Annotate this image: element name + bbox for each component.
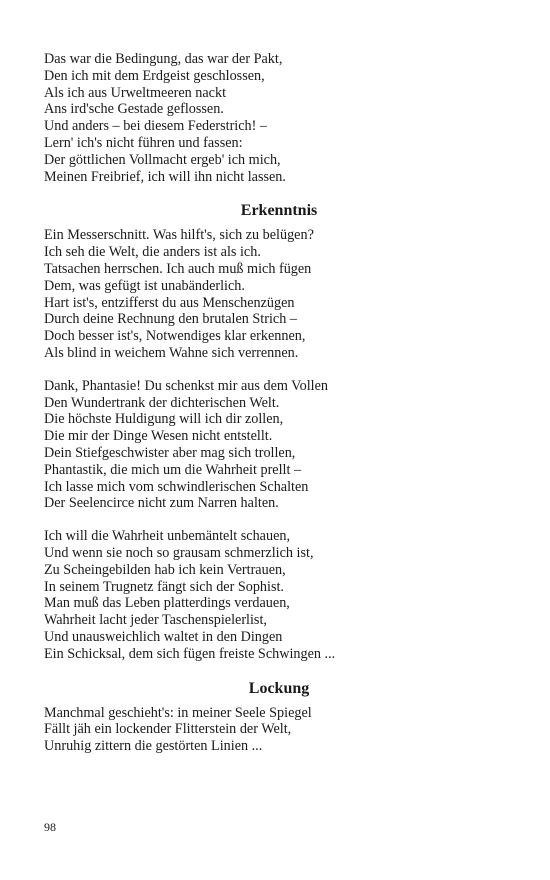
verse-line: Lern' ich's nicht führen und fassen:	[44, 134, 243, 151]
verse-line: Wahrheit lacht jeder Taschenspielerlist,	[44, 612, 267, 629]
verse-line: Ich seh die Welt, die anders ist als ich.	[44, 244, 261, 261]
verse-line: Man muß das Leben platterdings verdauen,	[44, 595, 290, 612]
verse-line: Tatsachen herrschen. Ich auch muß mich fügen	[44, 260, 312, 277]
verse-line: Ein Messerschnitt. Was hilft's, sich zu belügen?	[44, 227, 314, 244]
verse-line: Der Seelencirce nicht zum Narren halten.	[44, 495, 279, 512]
verse-line: Phantastik, die mich um die Wahrheit prellt –	[44, 461, 302, 478]
verse-line: Den Wundertrank der dichterischen Welt.	[44, 394, 280, 411]
stanza	[44, 528, 514, 662]
verse-line: Unruhig zittern die gestörten Linien ...	[44, 738, 263, 755]
verse-line: Ich will die Wahrheit unbemäntelt schauen,	[44, 528, 291, 545]
verse-line: Die mir der Dinge Wesen nicht entstellt.	[44, 428, 273, 445]
verse-line: Doch besser ist's, Notwendiges klar erkennen,	[44, 328, 306, 345]
verse-line: Ich lasse mich vom schwindlerischen Schalten	[44, 478, 309, 495]
verse-line: Hart ist's, entzifferst du aus Menschenzügen	[44, 294, 295, 311]
verse-line: Der göttlichen Vollmacht ergeb' ich mich,	[44, 151, 281, 168]
verse-line: Zu Scheingebilden hab ich kein Vertrauen,	[44, 561, 286, 578]
poem-title: Erkenntnis	[240, 202, 318, 220]
verse-line: Durch deine Rechnung den brutalen Strich –	[44, 311, 297, 328]
verse-line: Die höchste Huldigung will ich dir zollen,	[44, 411, 284, 428]
verse-line: Als ich aus Urweltmeeren nackt	[44, 84, 227, 101]
stanza	[44, 227, 514, 361]
verse-line: Fällt jäh ein lockender Flitterstein der Welt,	[44, 721, 292, 738]
verse-line: Ein Schicksal, dem sich fügen freiste Schwingen ...	[44, 645, 336, 662]
stanza	[44, 51, 514, 185]
verse-line: Und wenn sie noch so grausam schmerzlich ist,	[44, 544, 314, 561]
verse-line: Meinen Freibrief, ich will ihn nicht lassen.	[44, 168, 286, 185]
verse-line: Als blind in weichem Wahne sich verrennen.	[44, 344, 299, 361]
verse-line: Und anders – bei diesem Federstrich! –	[44, 118, 267, 135]
stanza	[44, 378, 514, 512]
verse-line: Dein Stiefgeschwister aber mag sich trollen,	[44, 444, 296, 461]
verse-line: In seinem Trugnetz fängt sich der Sophist.	[44, 578, 284, 595]
stanza	[44, 705, 514, 755]
verse-line: Manchmal geschieht's: in meiner Seele Spiegel	[44, 704, 312, 721]
book-page	[44, 51, 514, 771]
verse-line: Den ich mit dem Erdgeist geschlossen,	[44, 67, 265, 84]
verse-line: Und unausweichlich waltet in den Dingen	[44, 628, 283, 645]
verse-line: Das war die Bedingung, das war der Pakt,	[44, 51, 283, 67]
verse-line: Dem, was gefügt ist unabänderlich.	[44, 277, 245, 294]
poem-title: Lockung	[248, 679, 310, 697]
page-number: 98	[44, 820, 56, 834]
verse-line: Ans ird'sche Gestade geflossen.	[44, 101, 224, 118]
verse-line: Dank, Phantasie! Du schenkst mir aus dem Vollen	[44, 377, 328, 394]
